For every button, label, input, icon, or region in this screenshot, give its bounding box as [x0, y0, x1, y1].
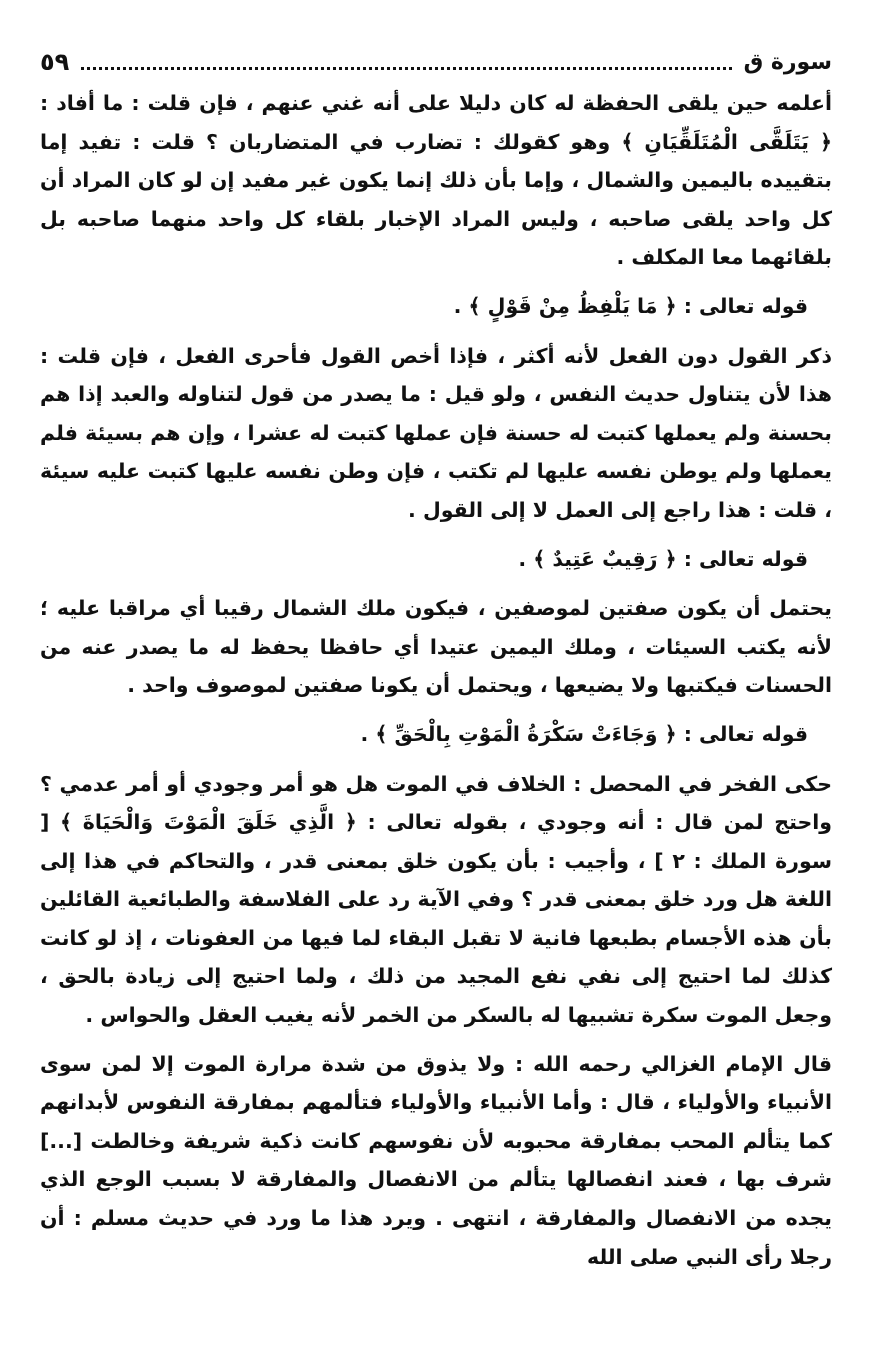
page-header — [40, 42, 832, 82]
verse-heading-2: قوله تعالى : ﴿ رَقِيبٌ عَتِيدٌ ﴾ . — [518, 546, 808, 571]
surah-title: سورة ق — [743, 49, 832, 75]
verse-heading-3: قوله تعالى : ﴿ وَجَاءَتْ سَكْرَةُ الْمَوْتِ بِالْحَقِّ ﴾ . — [360, 721, 808, 746]
page-number: ٥٩ — [40, 48, 70, 76]
paragraph-1: أعلمه حين يلقى الحفظة له كان دليلا على أنه غني عنهم ، فإن قلت : ما أفاد : ﴿ يَتَلَقَّى الْمُتَلَقِّيَانِ ﴾ وهو كقولك : تضارب في المتضاربان ؟ قلت : تفيد إما بتقييده باليمين والشمال ، وإما بأن ذلك إنما يكون غير مفيد إن لو كان المراد أن كل واحد يلقى صاحبه ، وليس المراد الإخبار بلقاء كل واحد منهما صاحبه بل بلقائهما معا المكلف . — [40, 91, 832, 270]
paragraph-3: يحتمل أن يكون صفتين لموصفين ، فيكون ملك الشمال رقيبا أي مراقبا عليه ؛ لأنه يكتب السيئات ، وملك اليمين عتيدا أي حافظا يحفظ له ما يصدر عنه من الحسنات فيكتبها ولا يضيعها ، ويحتمل أن يكونا صفتين لموصوف واحد . — [40, 596, 832, 698]
verse-heading-1: قوله تعالى : ﴿ مَا يَلْفِظُ مِنْ قَوْلٍ ﴾ . — [453, 293, 808, 318]
page-body — [40, 84, 832, 1276]
paragraph-5: قال الإمام الغزالي رحمه الله : ولا يذوق من شدة مرارة الموت إلا لمن سوى الأنبياء والأولياء ، قال : وأما الأنبياء والأولياء فتألمهم بمفارقة النفوس لأبدانهم كما يتألم المحب بمفارقة محبوبه لأن نفوسهم كانت ذكية شريفة وخالطت [...] شرف بها ، فعند انفصالها يتألم من الانفصال والمفارقة لا بسبب الوجع الذي يجده من الانفصال والمفارقة ، انتهى . ويرد هذا ما ورد في حديث مسلم : أن رجلا رأى النبي صلى الله — [40, 1051, 832, 1269]
paragraph-2: ذكر القول دون الفعل لأنه أكثر ، فإذا أخص القول فأحرى الفعل ، فإن قلت : هذا لأن يتناول حديث النفس ، ولو قيل : ما يصدر من قول لتناوله والعبد إذا هم بحسنة ولم يعملها كتبت له حسنة فإن عملها كتبت له عشرا ، وإن هم بسيئة فلم يعملها ولم يوطن نفسه عليها لم تكتب ، فإن وطن نفسه عليها كتبت عليه سيئة ، قلت : هذا راجع إلى العمل لا إلى القول . — [40, 343, 832, 522]
paragraph-4: حكى الفخر في المحصل : الخلاف في الموت هل هو أمر وجودي أو أمر عدمي ؟ واحتج لمن قال : أنه وجودي ، بقوله تعالى : ﴿ الَّذِي خَلَقَ الْمَوْتَ وَالْحَيَاةَ ﴾ [ سورة الملك : ٢ ] ، وأجيب : بأن يكون خلق بمعنى قدر ، والتحاكم في هذا إلى اللغة هل ورد خلق بمعنى قدر ؟ وفي الآية رد على الفلاسفة والطبائعية القائلين بأن هذه الأجسام بطبعها فانية لا تقبل البقاء لما فيها من العفونات ، إذ لو كانت كذلك لما احتيج إلى نفي نفع المجيد من ذلك ، ولما احتيج إلى زيادة بالحق ، وجعل الموت سكرة تشبيها له بالسكر من الخمر لأنه يغيب العقل والحواس . — [40, 771, 832, 1028]
dotted-leader — [81, 67, 731, 70]
